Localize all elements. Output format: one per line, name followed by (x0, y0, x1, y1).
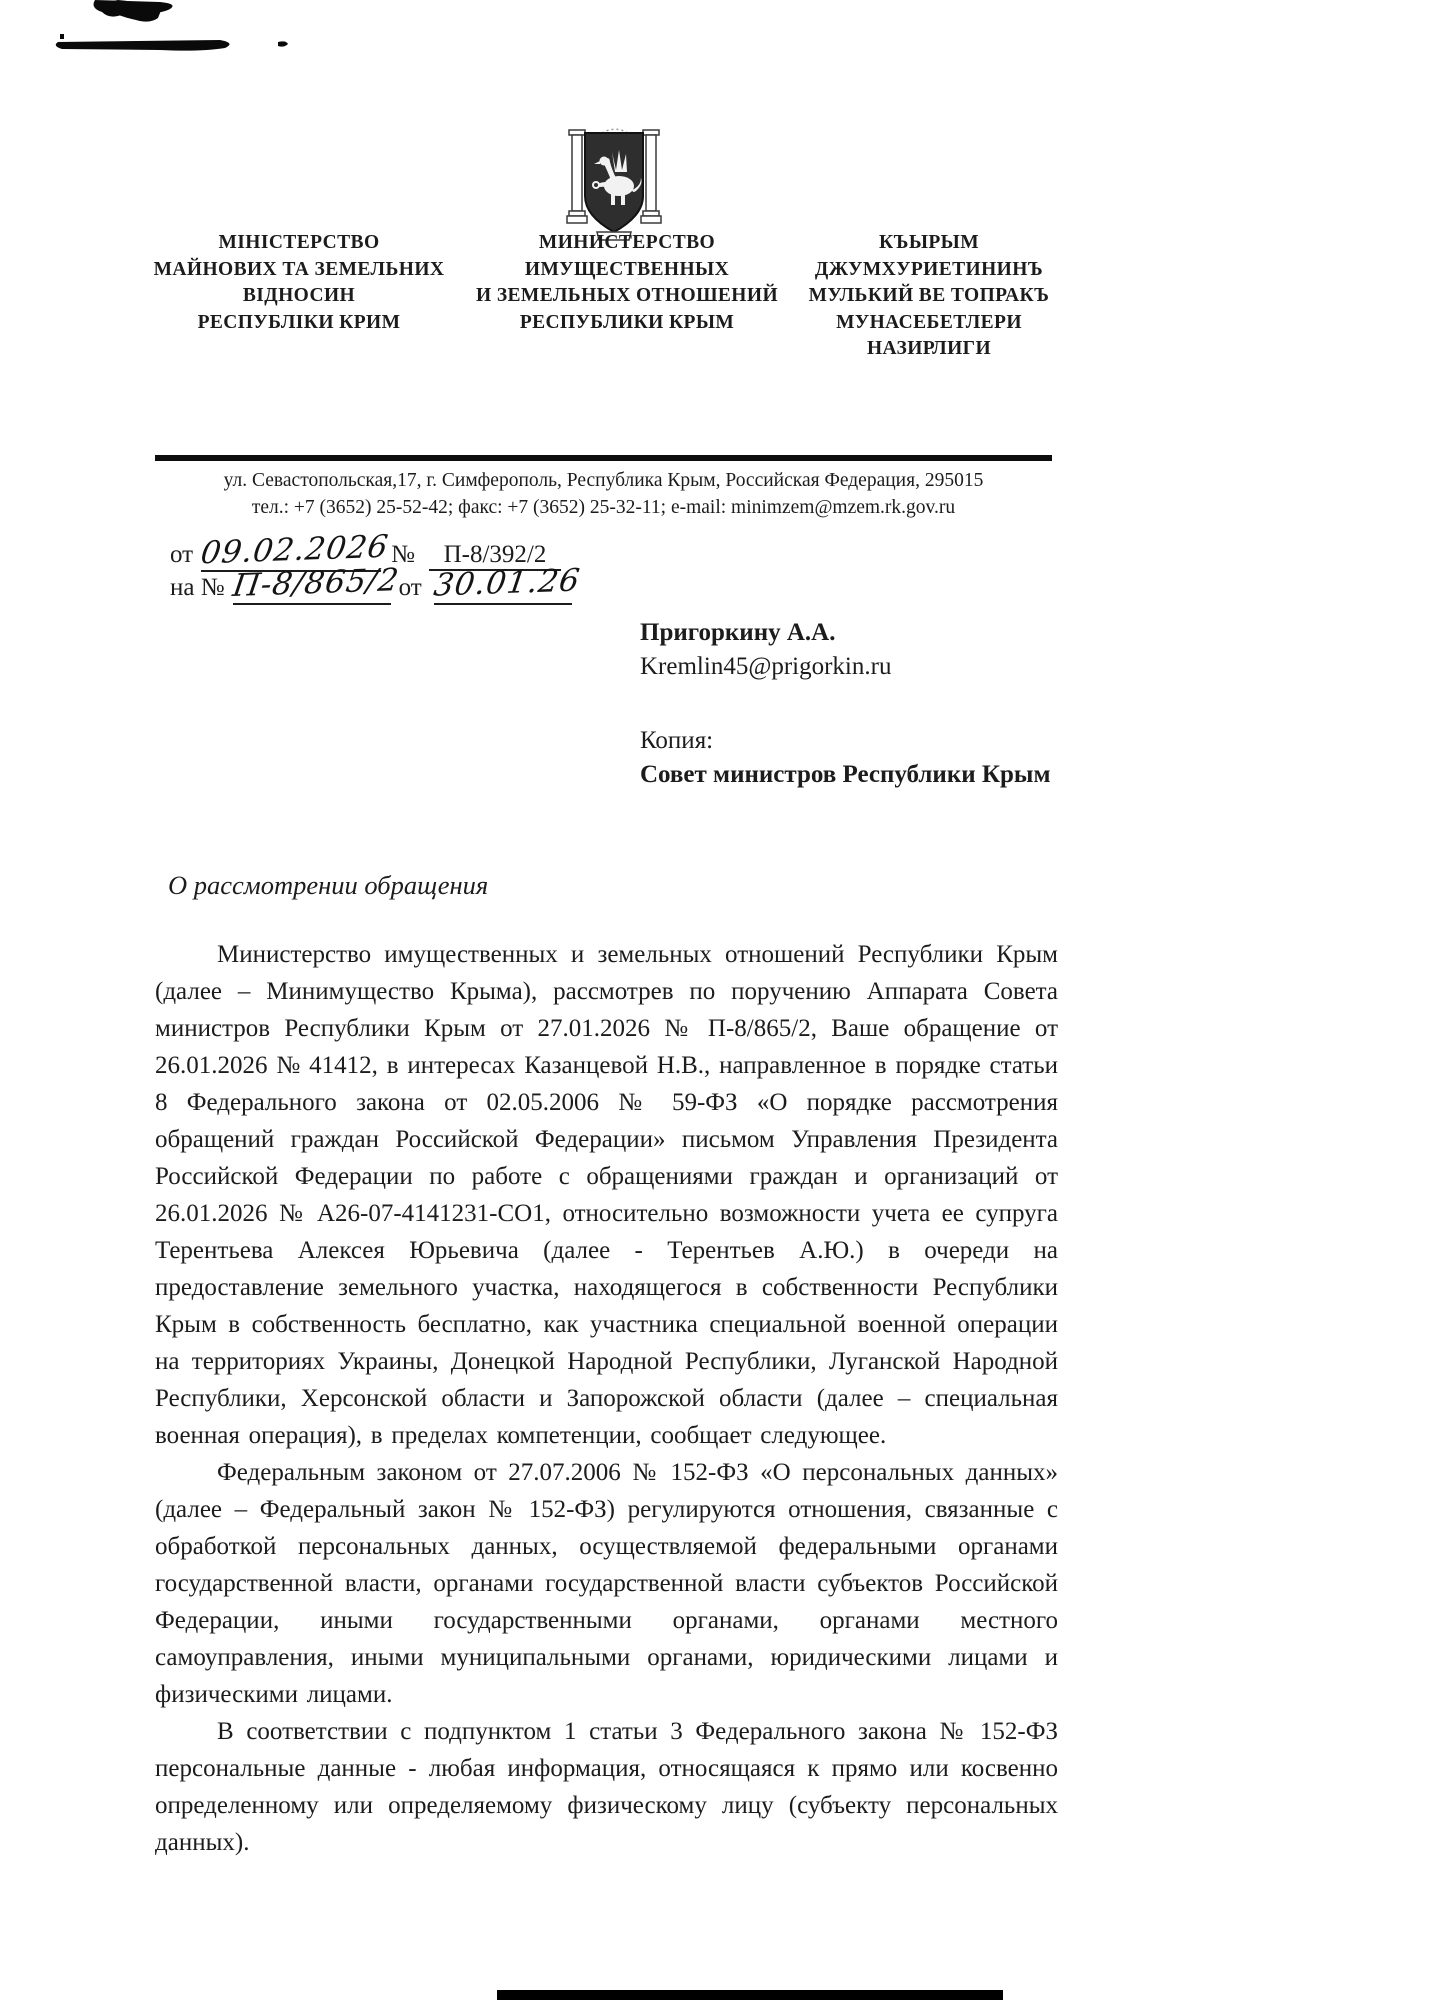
reply-label: на № (170, 574, 225, 601)
reply-from-label: от (398, 574, 422, 601)
handwritten-outgoing-date: 09.02.2026 (198, 528, 392, 572)
scan-edge-artifact (497, 1990, 1003, 2000)
letterhead-divider (155, 455, 1052, 461)
letterhead-line: И ЗЕМЕЛЬНЫХ ОТНОШЕНИЙ (475, 285, 779, 306)
reference-block (170, 528, 583, 604)
handwritten-incoming-number: П-8/865/2 (230, 562, 402, 604)
incoming-number-field (230, 562, 402, 605)
incoming-date-field (431, 562, 583, 605)
copy-recipient: Совет министров Республики Крым (640, 761, 1051, 788)
address-line: ул. Севастопольская,17, г. Симферополь, Республика Крым, Российская Федерация, 295015 (223, 470, 984, 491)
from-label: от (170, 541, 194, 568)
letterhead-line: МІНІСТЕРСТВО (218, 232, 380, 253)
letterhead-contacts (155, 467, 1052, 521)
letterhead-ministry-ukrainian (143, 230, 455, 336)
contact-line: тел.: +7 (3652) 25-52-42; факс: +7 (3652) 25-32-11; e-mail: minimzem@mzem.rk.gov.ru (251, 497, 956, 518)
handwritten-incoming-date: 30.01.26 (431, 562, 583, 604)
letterhead-ministry-russian (466, 230, 788, 336)
spacer (640, 684, 1050, 724)
copy-label: Копия: (640, 727, 714, 754)
body-paragraph: Федеральным законом от 27.07.2006 № 152-ФЗ «О персональных данных» (далее – Федеральный закон № 152-ФЗ) регулируются отношения, связанные с обработкой персональных данных, осуществляемой федеральными органами государственной власти, органами государственной власти субъектов Российской Федерации, иными государственными органами, органами местного самоуправления, иными муниципальными органами, юридическими лицами и физическими лицами. (155, 1459, 1058, 1708)
body-paragraph: В соответствии с подпунктом 1 статьи 3 Федерального закона № 152-ФЗ персональные данные - любая информация, относящаяся к прямо или косвенно определенному или определяемому физическому лицу (субъекту персональных данных). (155, 1718, 1058, 1856)
letterhead-line: ДЖУМХУРИЕТИНИНЪ (814, 258, 1044, 280)
letterhead-line: МУЛЬКИЙ ВЕ ТОПРАКЪ (808, 285, 1050, 306)
letterhead-ministry-crimean-tatar (794, 230, 1064, 363)
letterhead-line: КЪЫРЫМ (878, 232, 980, 253)
letter-subject: О рассмотрении обращения (168, 870, 489, 900)
letterhead-line: ИМУЩЕСТВЕННЫХ (524, 258, 730, 280)
number-label: № (391, 541, 415, 568)
recipient-block (640, 616, 1050, 792)
letterhead-line: МУНАСЕБЕТЛЕРИ (836, 311, 1022, 333)
letterhead-line: МАЙНОВИХ ТА ЗЕМЕЛЬНИХ (153, 258, 445, 280)
letterhead-line: МИНИСТЕРСТВО (538, 232, 716, 253)
letterhead-line: НАЗИРЛИГИ (866, 338, 992, 359)
outgoing-number: П-8/392/2 (443, 541, 547, 568)
letterhead-line: РЕСПУБЛІКИ КРИМ (197, 311, 401, 333)
coat-of-arms-crimea-icon (563, 116, 665, 246)
recipient-email: Kremlin45@prigorkin.ru (640, 653, 892, 680)
letterhead-line: ВІДНОСИН (242, 285, 356, 306)
ink-smudge-artifact (40, 0, 320, 60)
body-paragraph: Министерство имущественных и земельных отношений Республики Крым (далее – Минимущество Крыма), рассмотрев по поручению Аппарата Совета министров Республики Крым от 27.01.2026 № П-8/865/2, Ваше обращение от 26.01.2026 № 41412, в интересах Казанцевой Н.В., направленное в порядке статьи 8 Федерального закона от 02.05.2006 № 59-ФЗ «О порядке рассмотрения обращений граждан Российской Федерации» письмом Управления Президента Российской Федерации по работе с обращениями граждан и организаций от 26.01.2026 № А26-07-4141231-СО1, относительно возможности учета ее супруга Терентьева Алексея Юрьевича (далее - Терентьев А.Ю.) в очереди на предоставление земельного участка, находящегося в собственности Республики Крым в собственность бесплатно, как участника специальной военной операции на территориях Украины, Донецкой Народной Республики, Луганской Народной Республики, Херсонской области и Запорожской области (далее – специальная военная операция), в пределах компетенции, сообщает следующее. (155, 941, 1058, 1449)
recipient-name: Пригоркину А.А. (640, 619, 836, 646)
letter-body (155, 936, 1058, 1861)
letterhead-line: РЕСПУБЛИКИ КРЫМ (519, 311, 735, 333)
